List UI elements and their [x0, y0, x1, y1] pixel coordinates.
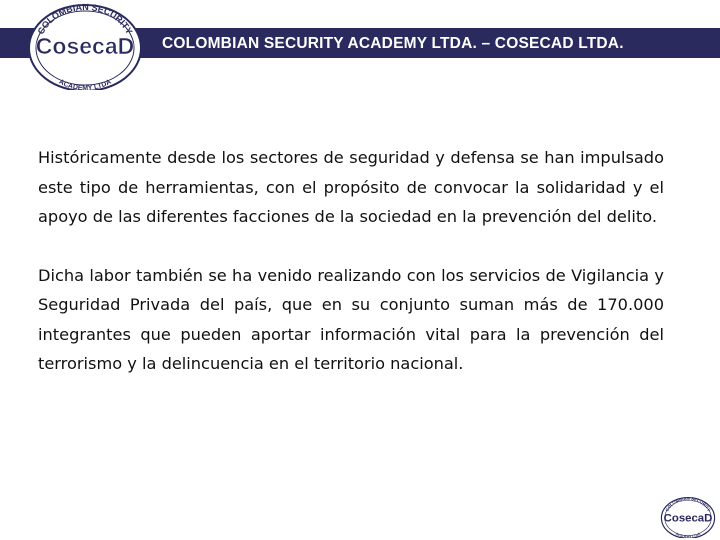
logo-ring-text-bottom: ACADEMY LTDA [57, 78, 113, 90]
cosecad-logo-small [660, 496, 716, 538]
paragraph: Históricamente desde los sectores de seguridad y defensa se han impulsado este tipo de herramientas, con el propósito de convocar la solidaridad y el apoyo de las diferentes facciones de la sociedad en la prevención del delito. [38, 148, 664, 226]
paragraph: Dicha labor también se ha venido realizando con los servicios de Vigilancia y Seguridad Privada del país, que en su conjunto suman más de 170.000 integrantes que pueden aportar información vital para la prevención del terrorismo y la delincuencia en el territorio nacional. [38, 265, 664, 373]
cosecad-logo [26, 2, 144, 90]
logo-small-ring-text-bottom: ACADEMY LTDA [674, 531, 702, 538]
logo-small-wordmark: CosecaD [663, 512, 713, 525]
logo-wordmark: CosecaD [35, 33, 135, 59]
logo-small-ring-text-top: COLOMBIAN SECURITY [664, 496, 712, 513]
document-body [38, 143, 664, 379]
header-title: COLOMBIAN SECURITY ACADEMY LTDA. – COSECAD LTDA. [162, 35, 624, 52]
logo-ring-text-top: COLOMBIAN SECURITY [35, 2, 135, 36]
